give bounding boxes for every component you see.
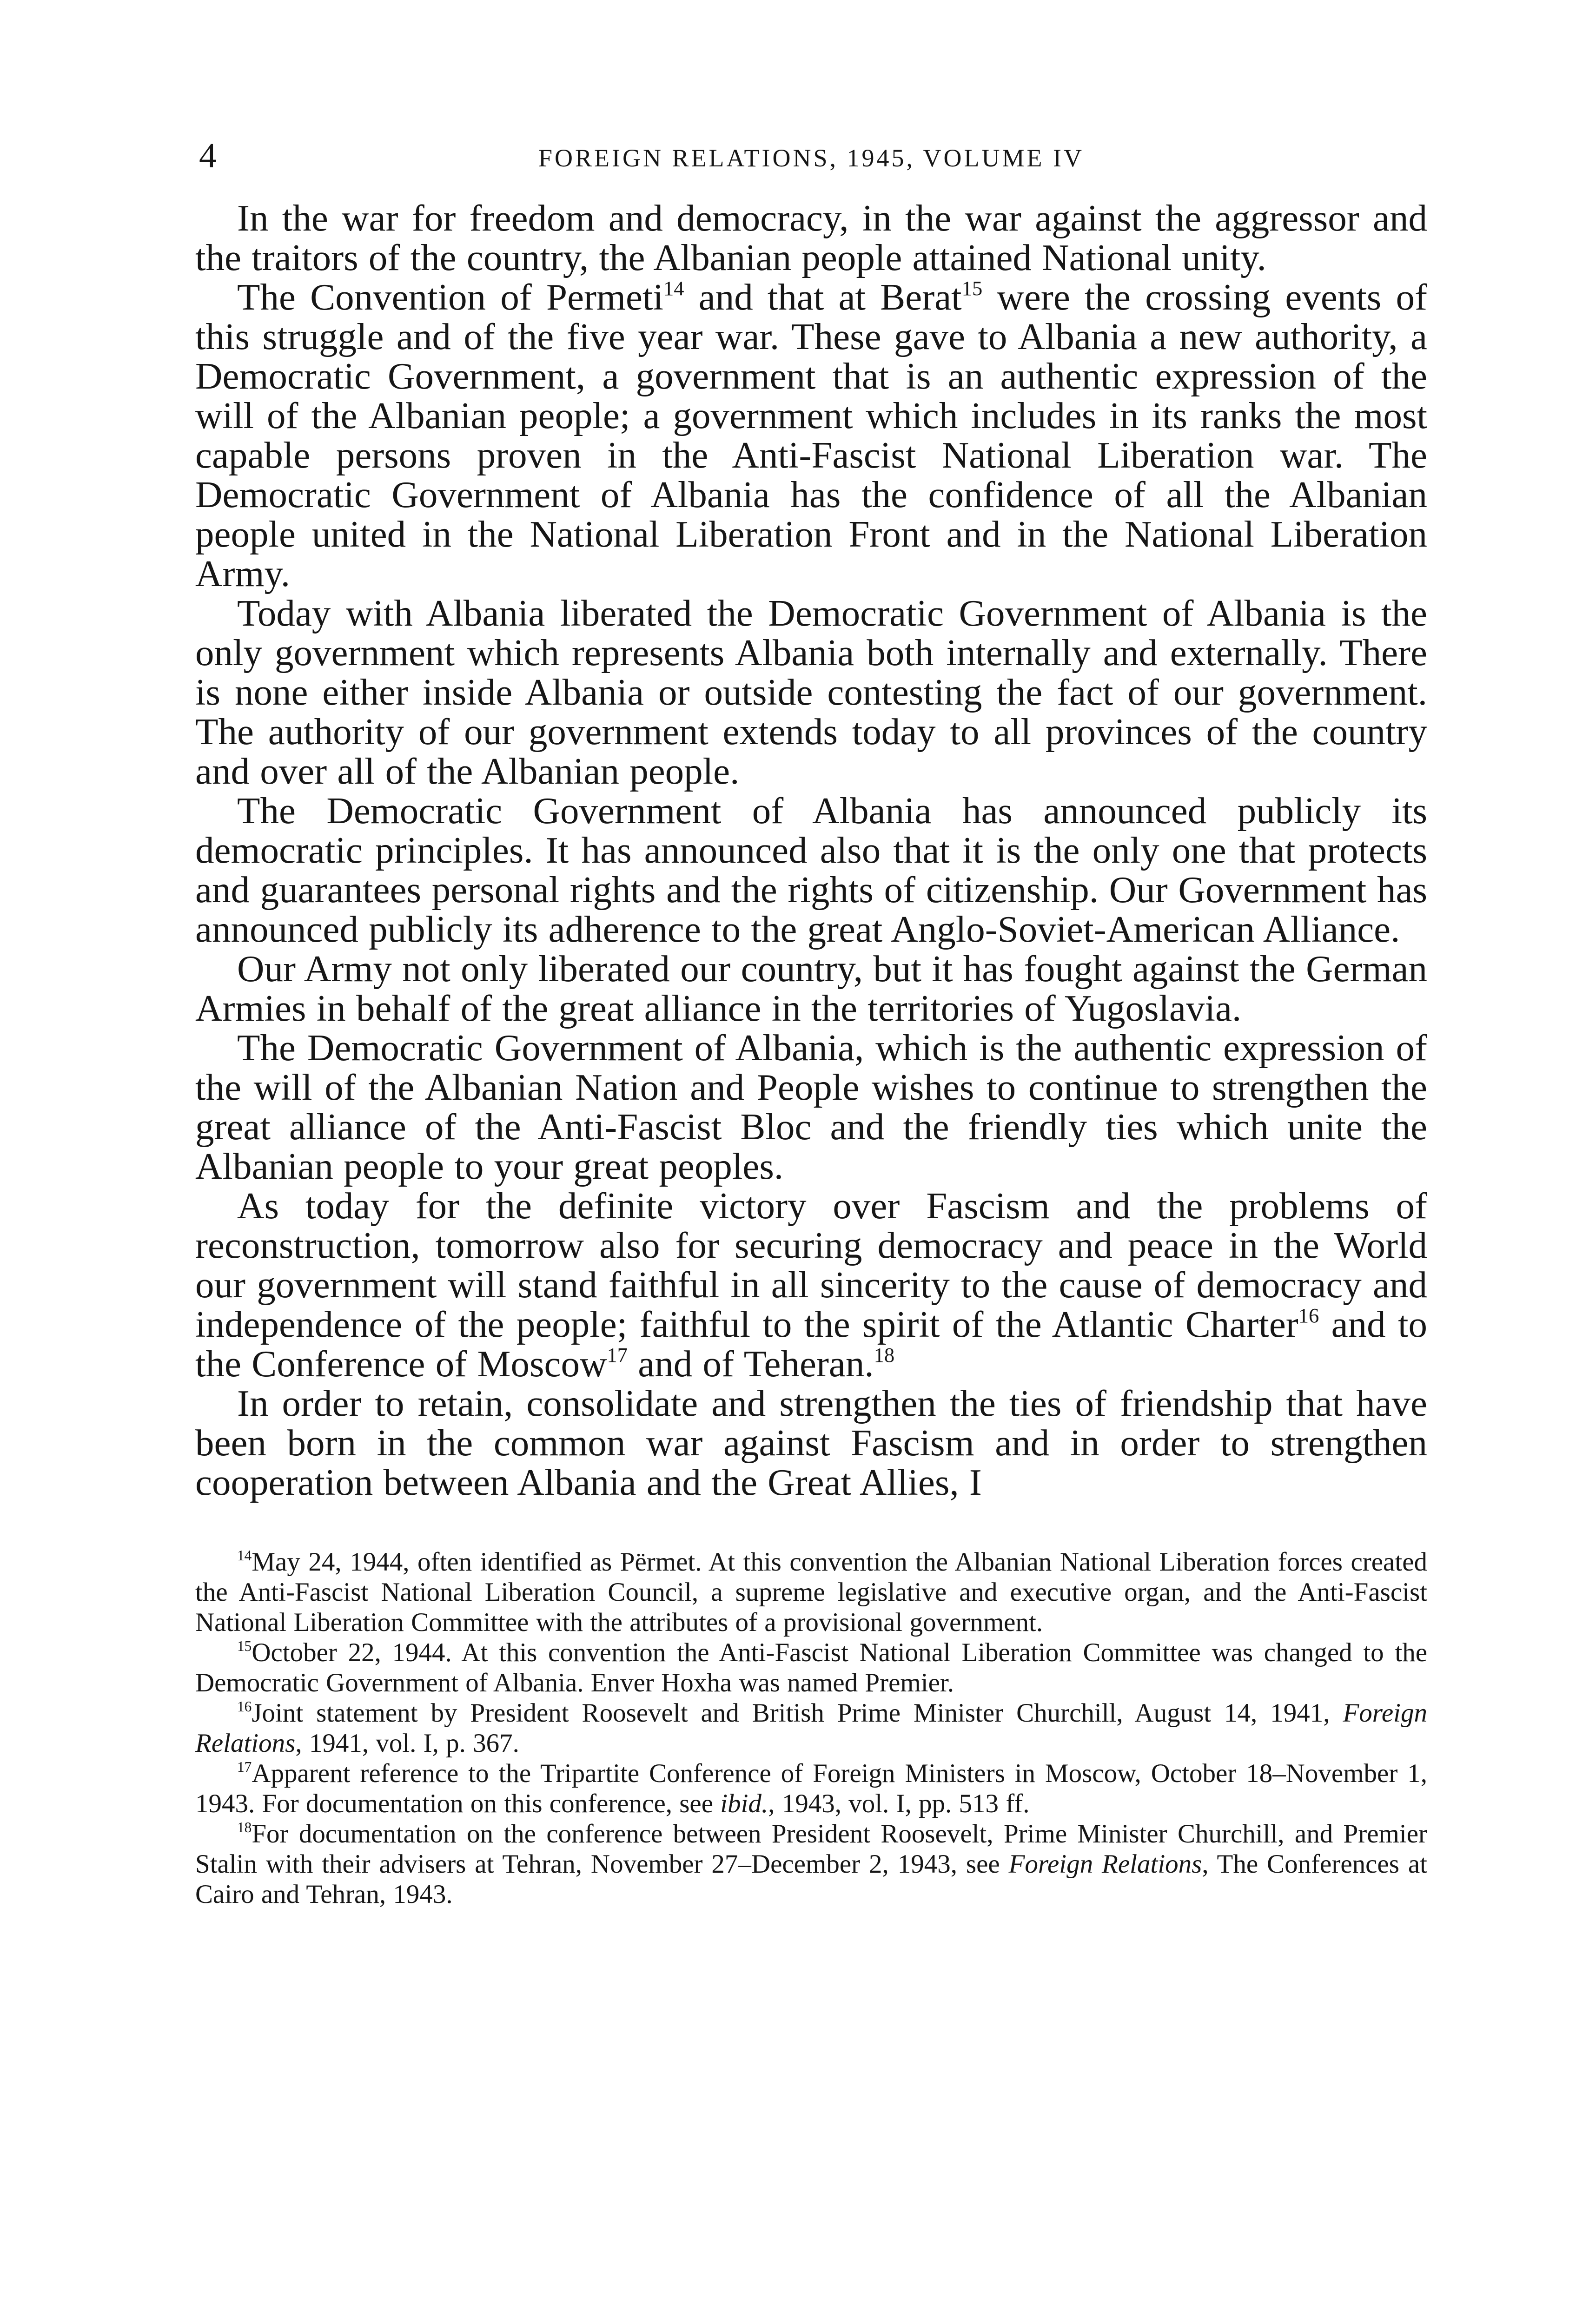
footnote-16 [195, 1698, 1427, 1758]
paragraph: The Democratic Government of Albania, which is the authentic expression of the will of the Albanian Nation and People wishes to continue to strengthen the great alliance of the Anti-Fascist Bloc and the friendly ties which unite the Albanian people to your great peoples. [195, 1027, 1427, 1187]
document-page [195, 132, 1427, 1909]
paragraph [195, 1186, 1427, 1384]
paragraph: The Democratic Government of Albania has announced publicly its democratic principles. It has announced also that it is the only one that protects and guarantees personal rights and the rights of citizenship. Our Government has announced publicly its adherence to the great Anglo-Soviet-American Alliance. [195, 790, 1427, 950]
footnote-text: Joint statement by President Roosevelt and British Prime Minister Churchill, August 14, 1941, [252, 1698, 1343, 1728]
footnote-number: 16 [237, 1698, 252, 1715]
footnote-italic: ibid. [720, 1789, 768, 1818]
footnote-15 [195, 1637, 1427, 1698]
body-text [195, 198, 1427, 1502]
footnote-ref: 14 [663, 276, 684, 300]
footnote-17 [195, 1758, 1427, 1819]
footnote-ref: 17 [607, 1343, 628, 1367]
footnote-text: , 1943, vol. I, pp. 513 ff. [768, 1789, 1030, 1818]
text-run: were the crossing events of this struggle and of the five year war. These gave to Albania a new authority, a Democratic Government, a government that is an authentic expression of the will of the Albanian people; a government which includes in its ranks the most capable persons proven in the Anti-Fascist National Liberation war. The Democratic Government of Albania has the confidence of all the Albanian people united in the National Liberation Front and in the National Liberation Army. [195, 276, 1427, 594]
paragraph [195, 277, 1427, 594]
footnote-text: Apparent reference to the Tripartite Conference of Foreign Ministers in Moscow, October 18–November 1, 1943. For documentation on this conference, see [195, 1759, 1427, 1818]
footnote-text: May 24, 1944, often identified as Përmet. At this convention the Albanian National Liberation forces created the Anti-Fascist National Liberation Council, a supreme legislative and executive organ, and the Anti-Fascist National Liberation Committee with the attributes of a provisional government. [195, 1547, 1427, 1637]
footnote-italic: Foreign Relations [195, 1698, 1427, 1758]
text-run: and that at Berat [684, 276, 962, 318]
footnote-number: 18 [237, 1819, 252, 1836]
running-title: FOREIGN RELATIONS, 1945, VOLUME IV [538, 144, 1084, 172]
footnote-text: October 22, 1944. At this convention the Anti-Fascist National Liberation Committee was changed to the Democratic Government of Albania. Enver Hoxha was named Premier. [195, 1638, 1427, 1697]
footnote-ref: 15 [961, 276, 983, 300]
paragraph: In the war for freedom and democracy, in the war against the aggressor and the traitors of the country, the Albanian people attained National unity. [195, 197, 1427, 278]
footnote-text: , 1941, vol. I, p. 367. [295, 1729, 519, 1758]
footnote-number: 14 [237, 1547, 252, 1564]
paragraph: Our Army not only liberated our country, but it has fought against the German Armies in behalf of the great alliance in the territories of Yugoslavia. [195, 948, 1427, 1029]
text-run: As today for the definite victory over Fascism and the problems of reconstruction, tomorrow also for securing democracy and peace in the World our government will stand faithful in all sincerity to the cause of democracy and independence of the people; faithful to the spirit of the Atlantic Charter [195, 1185, 1427, 1345]
footnote-ref: 18 [874, 1343, 895, 1367]
footnote-ref: 16 [1298, 1303, 1319, 1327]
footnote-italic: Foreign Relations [1008, 1849, 1202, 1879]
page-number: 4 [199, 136, 217, 175]
text-run: and to the Conference of Moscow [195, 1303, 1427, 1385]
footnote-text: For documentation on the conference between President Roosevelt, Prime Minister Churchill, and Premier Stalin with their advisers at Tehran, November 27–December 2, 1943, see [195, 1819, 1427, 1879]
footnote-text: , The Conferences at Cairo and Tehran, 1943. [195, 1849, 1427, 1909]
page-header [195, 132, 1427, 188]
text-run: and of Teheran. [628, 1343, 874, 1385]
paragraph: In order to retain, consolidate and strengthen the ties of friendship that have been born in the common war against Fascism and in order to strengthen cooperation between Albania and the Great Allies, I [195, 1382, 1427, 1503]
footnote-14 [195, 1547, 1427, 1637]
footnote-number: 15 [237, 1638, 252, 1655]
paragraph: Today with Albania liberated the Democratic Government of Albania is the only government which represents Albania both internally and externally. There is none either inside Albania or outside contesting the fact of our government. The authority of our government extends today to all provinces of the country and over all of the Albanian people. [195, 592, 1427, 792]
footnotes [195, 1547, 1427, 1909]
text-run: The Convention of Permeti [237, 276, 663, 318]
footnote-number: 17 [237, 1759, 252, 1776]
footnote-18 [195, 1819, 1427, 1909]
